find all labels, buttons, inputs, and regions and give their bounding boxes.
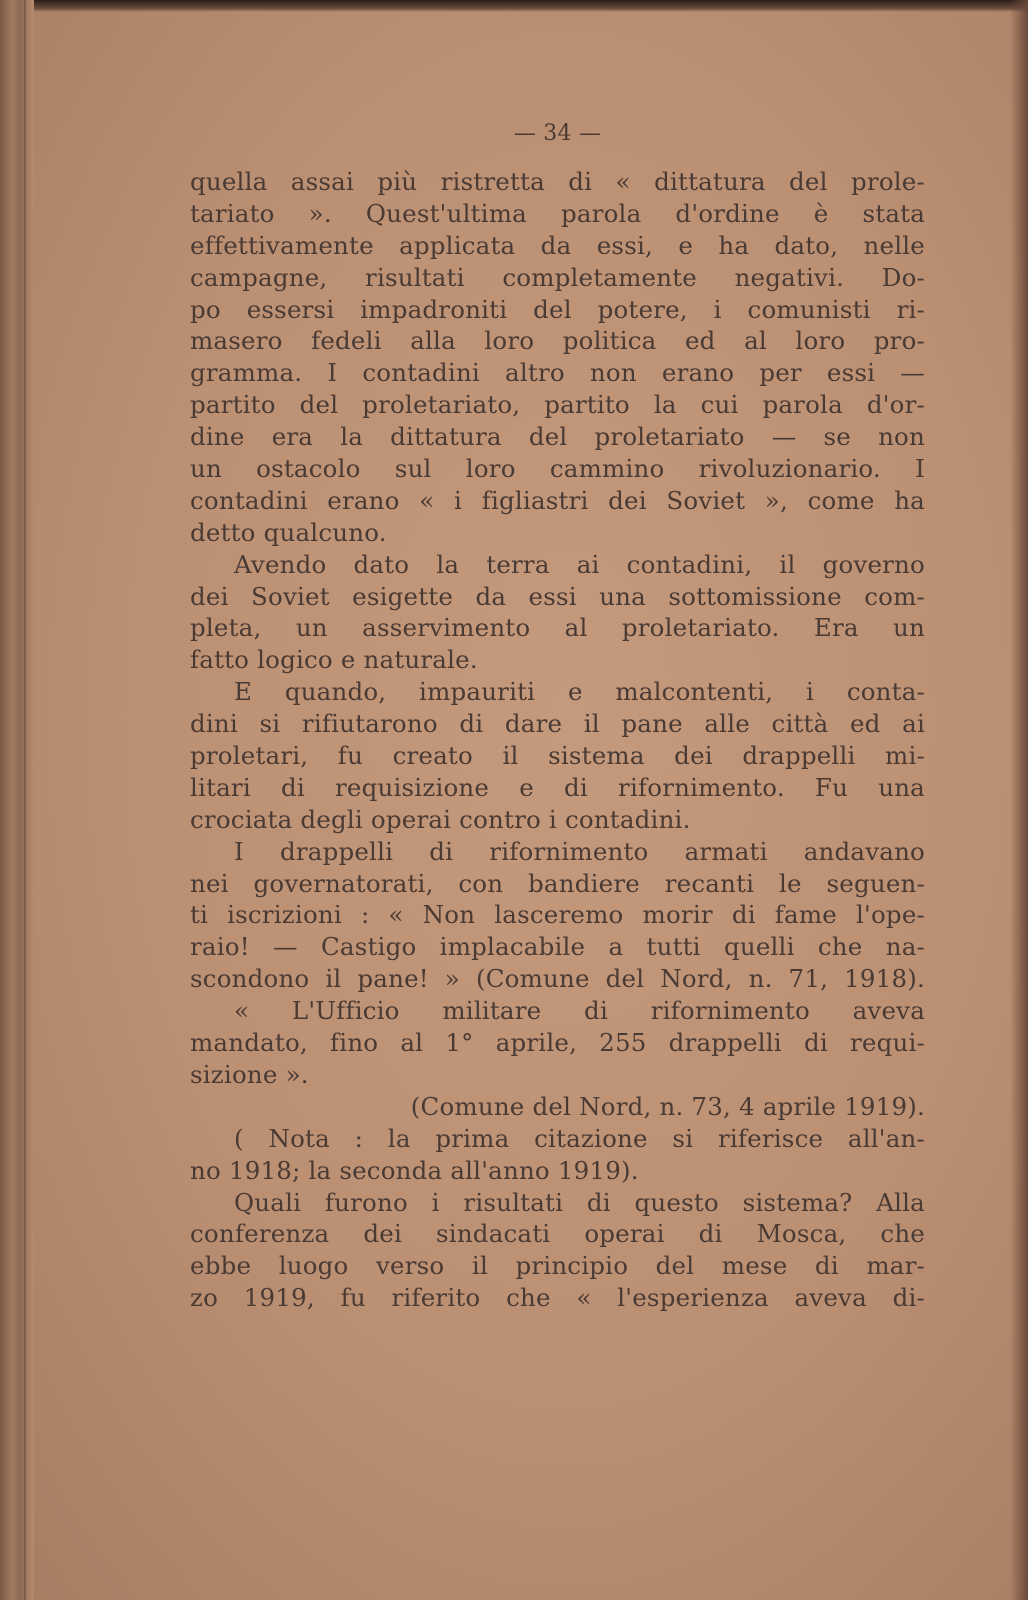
text-line: crociata degli operai contro i contadini. [190, 804, 691, 834]
text-line: masero fedeli alla loro politica ed al loro pro- [190, 326, 925, 356]
text-line: no 1918; la seconda all'anno 1919). [190, 1155, 639, 1185]
text-line [190, 1187, 925, 1219]
text-line [190, 995, 925, 1027]
text-line [190, 549, 925, 581]
text-line: po essersi impadroniti del potere, i comunisti ri- [190, 294, 925, 324]
text-line: fatto logico e naturale. [190, 645, 478, 675]
text-line: dini si rifiutarono di dare il pane alle città ed ai [190, 709, 925, 739]
text-block [190, 118, 925, 1314]
text-line: tariato ». Quest'ultima parola d'ordine è stata [190, 198, 925, 228]
text-line: mandato, fino al 1° aprile, 255 drappelli di requi- [190, 1028, 925, 1058]
text-line: un ostacolo sul loro cammino rivoluzionario. I [190, 454, 925, 484]
text-line: dine era la dittatura del proletariato — se non [190, 422, 925, 452]
text-line: detto qualcuno. [190, 517, 387, 547]
text-line [190, 1123, 925, 1155]
text-line-content: I drappelli di rifornimento armati andavano [234, 836, 925, 866]
text-line: ebbe luogo verso il principio del mese di mar- [190, 1251, 925, 1281]
page-number: — 34 — [513, 121, 602, 146]
text-line: quella assai più ristretta di « dittatura del prole- [190, 167, 925, 196]
text-line: campagne, risultati completamente negativi. Do- [190, 262, 925, 292]
text-line-content: E quando, impauriti e malcontenti, i conta- [234, 677, 925, 707]
page-top-edge [0, 0, 1028, 12]
text-line: sizione ». [190, 1059, 309, 1089]
text-line: effettivamente applicata da essi, e ha dato, nelle [190, 230, 925, 260]
text-line-content: ( Nota : la prima citazione si riferisce all'an- [234, 1123, 925, 1153]
text-line: conferenza dei sindacati operai di Mosca, che [190, 1219, 925, 1249]
book-spine [0, 0, 34, 1600]
text-line: dei Soviet esigette da essi una sottomissione com- [190, 581, 925, 611]
text-line: raio! — Castigo implacabile a tutti quelli che na- [190, 932, 925, 962]
text-line: pleta, un asservimento al proletariato. Era un [190, 613, 925, 643]
text-line: litari di requisizione e di rifornimento. Fu una [190, 772, 925, 802]
page-right-edge [1010, 0, 1028, 1600]
text-line-content: Avendo dato la terra ai contadini, il governo [234, 549, 925, 579]
text-line [190, 676, 925, 708]
text-line: contadini erano « i figliastri dei Soviet », come ha [190, 485, 925, 515]
text-line-content: « L'Ufficio militare di rifornimento aveva [234, 996, 925, 1026]
citation-line: (Comune del Nord, n. 73, 4 aprile 1919). [410, 1091, 925, 1121]
text-line [190, 836, 925, 868]
text-line: proletari, fu creato il sistema dei drappelli mi- [190, 741, 925, 771]
text-line: ti iscrizioni : « Non lasceremo morir di fame l'ope- [190, 900, 925, 930]
text-line: scondono il pane! » (Comune del Nord, n. 71, 1918). [190, 964, 925, 994]
text-line: gramma. I contadini altro non erano per essi — [190, 358, 925, 388]
text-line: nei governatorati, con bandiere recanti le seguen- [190, 868, 925, 898]
text-line: zo 1919, fu riferito che « l'esperienza aveva di- [190, 1283, 925, 1313]
text-line-content: Quali furono i risultati di questo sistema? Alla [234, 1187, 925, 1217]
text-line: partito del proletariato, partito la cui parola d'or- [190, 390, 925, 420]
